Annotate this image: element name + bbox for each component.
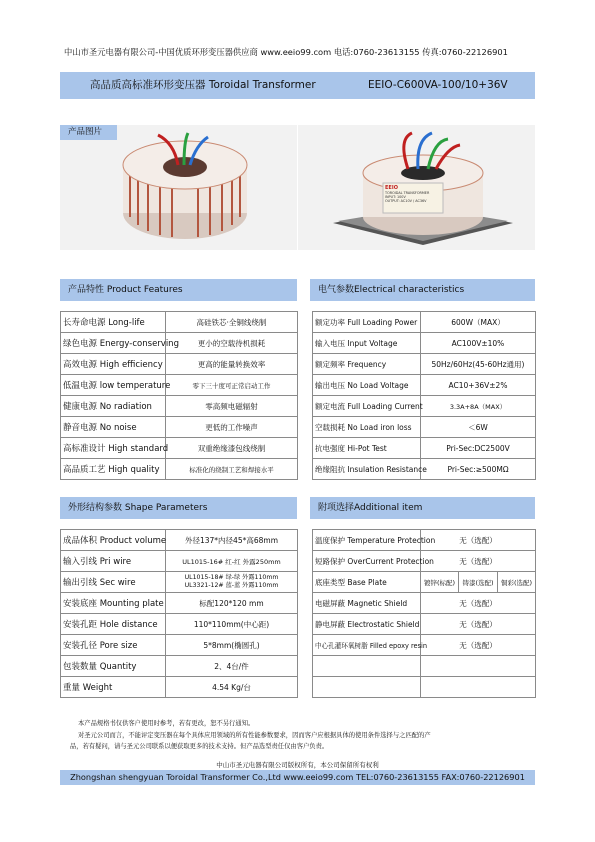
option-label: 底座类型 Base Plate xyxy=(313,572,421,593)
table-row xyxy=(61,396,298,417)
title-bar xyxy=(60,72,535,99)
photo-label: 产品图片 xyxy=(60,125,117,140)
feature-value: 零下三十度可正常启动工作 xyxy=(166,375,298,396)
feature-value: 双重绝缘漆包线绕制 xyxy=(166,438,298,459)
nameplate-line: OUTPUT: AC10V / AC36V xyxy=(385,199,427,204)
option-value: 无（选配） xyxy=(421,635,536,656)
sec-wire-line: UL1015-18# 绿-绿 外露110mm xyxy=(184,574,279,581)
option-label: 温度保护 Temperature Protection xyxy=(313,530,421,551)
shape-label: 安装孔距 Hole distance xyxy=(61,614,166,635)
table-row xyxy=(61,677,298,698)
feature-value: 零高频电磁辐射 xyxy=(166,396,298,417)
table-row xyxy=(313,375,536,396)
electrical-label: 输出电压 No Load Voltage xyxy=(313,375,421,396)
options-section-title: 附项选择Additional item xyxy=(310,497,535,519)
feature-value: 高硅铁芯·全铜线绕制 xyxy=(166,312,298,333)
table-row xyxy=(313,677,536,698)
electrical-table xyxy=(312,311,536,480)
table-row xyxy=(313,635,536,656)
electrical-label: 输入电压 Input Voltage xyxy=(313,333,421,354)
copyright-note: 中山市圣元电器有限公司版权所有，本公司保留所有权利 xyxy=(216,761,379,769)
option-label xyxy=(313,656,421,677)
document-title: 高品质高标准环形变压器 Toroidal Transformer xyxy=(90,79,316,91)
option-label: 短路保护 OverCurrent Protection xyxy=(313,551,421,572)
table-row xyxy=(313,438,536,459)
base-plate-option: 镀锌(标配) xyxy=(421,572,459,593)
feature-label: 健康电源 No radiation xyxy=(61,396,166,417)
electrical-value: 50Hz/60Hz(45-60Hz通用) xyxy=(421,354,536,375)
table-row xyxy=(61,333,298,354)
feature-label: 绿色电源 Energy-conserving xyxy=(61,333,166,354)
feature-label: 长寿命电源 Long-life xyxy=(61,312,166,333)
feature-label: 高标准设计 High standard xyxy=(61,438,166,459)
electrical-value: 3.3A+8A（MAX） xyxy=(421,396,536,417)
table-row xyxy=(61,438,298,459)
nameplate-line: TOROIDAL TRANSFORMER xyxy=(385,191,430,195)
electrical-label: 空载损耗 No Load iron loss xyxy=(313,417,421,438)
toroid-side-image xyxy=(60,125,297,250)
shape-value: 标配120*120 mm xyxy=(166,593,298,614)
table-row xyxy=(61,354,298,375)
electrical-label: 抗电强度 Hi-Pot Test xyxy=(313,438,421,459)
electrical-section-title: 电气参数Electrical characteristics xyxy=(310,279,535,301)
electrical-value: AC10+36V±2% xyxy=(421,375,536,396)
sec-wire-line: UL3321-12# 蓝-蓝 外露110mm xyxy=(184,582,279,589)
table-row xyxy=(313,656,536,677)
table-row xyxy=(313,572,536,593)
option-label: 电磁屏蔽 Magnetic Shield xyxy=(313,593,421,614)
shape-label: 安装孔径 Pore size xyxy=(61,635,166,656)
table-row xyxy=(61,417,298,438)
shape-label: 包装数量 Quantity xyxy=(61,656,166,677)
shape-section-title: 外形结构参数 Shape Parameters xyxy=(60,497,297,519)
table-row xyxy=(61,656,298,677)
option-value xyxy=(421,677,536,698)
shape-value: 外径137*内径45*高68mm xyxy=(166,530,298,551)
model-number: EEIO-C600VA-100/10+36V xyxy=(368,79,508,91)
header-contact-line: 中山市圣元电器有限公司-中国优质环形变压器供应商 www.eeio99.com 电话:0760-23613155 传真:0760-22126901 xyxy=(64,47,508,57)
option-label xyxy=(313,677,421,698)
shape-value: 5*8mm(椭圆孔) xyxy=(166,635,298,656)
option-label: 中心孔灌环氧树脂 Filled epoxy resin xyxy=(313,635,421,656)
feature-label: 高效电源 High efficiency xyxy=(61,354,166,375)
table-row xyxy=(313,333,536,354)
table-row xyxy=(61,375,298,396)
nameplate-brand: EEIO xyxy=(385,185,398,191)
option-value: 无（选配） xyxy=(421,551,536,572)
options-table xyxy=(312,529,536,698)
feature-value: 更低的工作噪声 xyxy=(166,417,298,438)
electrical-label: 绝缘阻抗 Insulation Resistance xyxy=(313,459,421,480)
shape-table xyxy=(60,529,298,698)
option-value xyxy=(421,656,536,677)
feature-value: 标准化的绕制工艺和焊接水平 xyxy=(166,459,298,480)
electrical-value: ＜6W xyxy=(421,417,536,438)
table-row xyxy=(61,551,298,572)
electrical-value: AC100V±10% xyxy=(421,333,536,354)
feature-label: 低温电源 low temperature xyxy=(61,375,166,396)
disclaimer-line: 本产品规格书仅供客户使用时参考，若有更改，恕不另行通知。 xyxy=(78,720,255,727)
option-label: 静电屏蔽 Electrostatic Shield xyxy=(313,614,421,635)
shape-value: UL1015-16# 红-红 外露250mm xyxy=(166,551,298,572)
product-photo-side xyxy=(60,125,297,250)
electrical-value: 600W（MAX） xyxy=(421,312,536,333)
feature-value: 更高的能量转换效率 xyxy=(166,354,298,375)
table-row xyxy=(61,459,298,480)
table-row xyxy=(61,593,298,614)
disclaimer-line: 品，若有疑问，请与圣元公司联系以便获取更多的技术支持。但产品选型责任仅由客户负责。 xyxy=(70,743,329,750)
shape-label: 输入引线 Pri wire xyxy=(61,551,166,572)
shape-label: 输出引线 Sec wire xyxy=(61,572,166,593)
feature-label: 静音电源 No noise xyxy=(61,417,166,438)
table-row xyxy=(61,530,298,551)
base-plate-option: 铜彩(选配) xyxy=(498,572,536,593)
option-value: 无（选配） xyxy=(421,614,536,635)
electrical-label: 额定电流 Full Loading Current xyxy=(313,396,421,417)
shape-value xyxy=(166,572,298,593)
electrical-value: Pri-Sec:DC2500V xyxy=(421,438,536,459)
feature-value: 更小的空载待机损耗 xyxy=(166,333,298,354)
shape-value: 110*110mm(中心距) xyxy=(166,614,298,635)
table-row xyxy=(313,417,536,438)
table-row xyxy=(313,530,536,551)
table-row xyxy=(313,396,536,417)
table-row xyxy=(313,551,536,572)
table-row xyxy=(313,614,536,635)
table-row xyxy=(61,614,298,635)
electrical-label: 额定功率 Full Loading Power xyxy=(313,312,421,333)
table-row xyxy=(313,593,536,614)
shape-label: 重量 Weight xyxy=(61,677,166,698)
product-photo-mounted xyxy=(298,125,535,250)
shape-value: 4.54 Kg/台 xyxy=(166,677,298,698)
option-value: 无（选配） xyxy=(421,593,536,614)
nameplate-line: INPUT: 100V xyxy=(385,195,406,200)
table-row xyxy=(61,572,298,593)
table-row xyxy=(313,312,536,333)
shape-label: 成品体积 Product volume xyxy=(61,530,166,551)
shape-value: 2、4台/件 xyxy=(166,656,298,677)
base-plate-option: 铸漆(选配) xyxy=(459,572,498,593)
features-section-title: 产品特性 Product Features xyxy=(60,279,297,301)
table-row xyxy=(61,312,298,333)
table-row xyxy=(313,354,536,375)
electrical-value: Pri-Sec:≥500MΩ xyxy=(421,459,536,480)
option-value: 无（选配） xyxy=(421,530,536,551)
electrical-label: 额定频率 Frequency xyxy=(313,354,421,375)
feature-label: 高品质工艺 High quality xyxy=(61,459,166,480)
product-nameplate xyxy=(385,185,441,204)
disclaimer-line: 对圣元公司而言，不能评定变压器在每个具体应用领域的所有性能参数要求，因而客户应根据具体的使用条件选择与之匹配的产 xyxy=(78,732,431,739)
shape-label: 安装底座 Mounting plate xyxy=(61,593,166,614)
features-table xyxy=(60,311,298,480)
table-row xyxy=(313,459,536,480)
table-row xyxy=(61,635,298,656)
footer-bar: Zhongshan shengyuan Toroidal Transformer Co.,Ltd www.eeio99.com TEL:0760-23613155 FAX:0760-22126901 xyxy=(60,770,535,785)
